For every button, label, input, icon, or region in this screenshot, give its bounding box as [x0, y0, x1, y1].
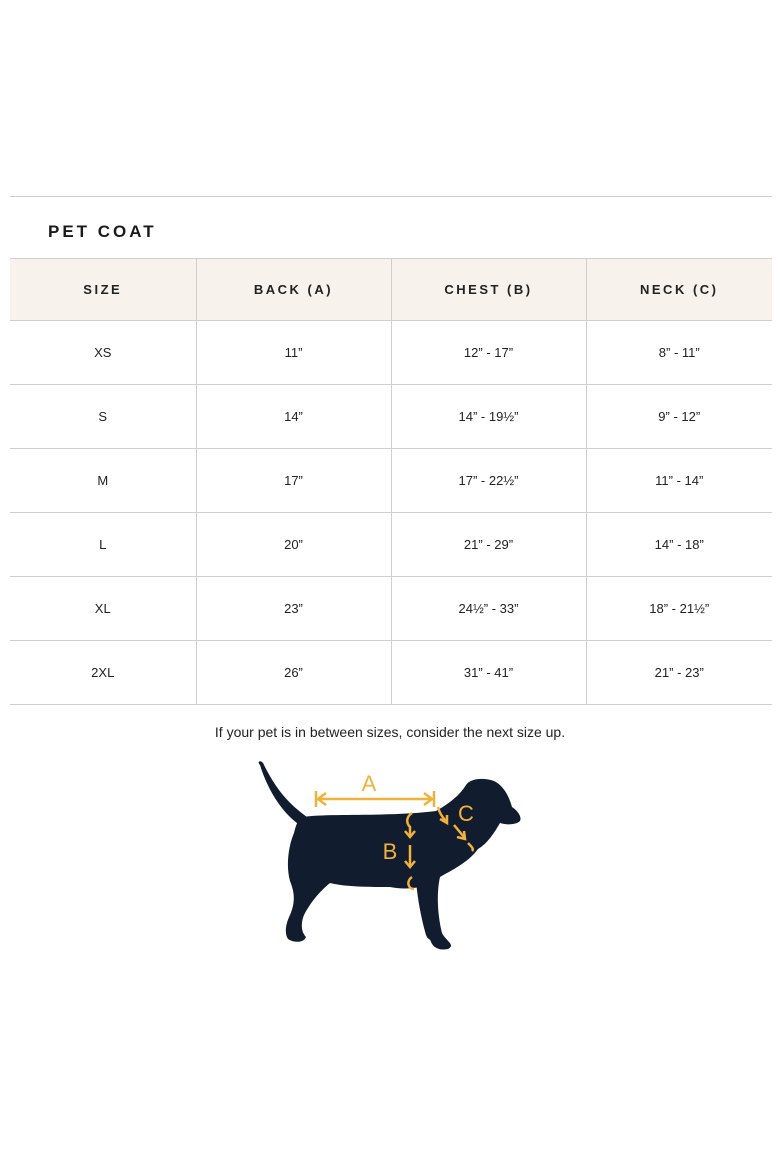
- cell-neck: 11” - 14”: [586, 449, 772, 513]
- cell-size: S: [10, 385, 196, 449]
- cell-chest: 14” - 19½”: [391, 385, 586, 449]
- dog-measurement-diagram: [250, 755, 530, 955]
- header-size: SIZE: [10, 259, 196, 321]
- cell-back: 23”: [196, 577, 391, 641]
- cell-size: XL: [10, 577, 196, 641]
- cell-back: 11”: [196, 321, 391, 385]
- cell-back: 14”: [196, 385, 391, 449]
- cell-back: 26”: [196, 641, 391, 705]
- cell-chest: 24½” - 33”: [391, 577, 586, 641]
- cell-neck: 9” - 12”: [586, 385, 772, 449]
- label-b: B: [382, 839, 398, 864]
- table-row: [10, 577, 772, 641]
- top-divider: [10, 196, 772, 197]
- table-row: [10, 641, 772, 705]
- cell-size: L: [10, 513, 196, 577]
- cell-neck: 21” - 23”: [586, 641, 772, 705]
- label-c: C: [458, 801, 474, 826]
- sizing-note: If your pet is in between sizes, consider the next size up.: [214, 724, 566, 740]
- table-row: [10, 449, 772, 513]
- cell-neck: 8” - 11”: [586, 321, 772, 385]
- header-neck: NECK (C): [586, 259, 772, 321]
- cell-neck: 18” - 21½”: [586, 577, 772, 641]
- cell-back: 20”: [196, 513, 391, 577]
- cell-size: M: [10, 449, 196, 513]
- header-back: BACK (A): [196, 259, 391, 321]
- size-chart-table: [10, 258, 772, 705]
- cell-back: 17”: [196, 449, 391, 513]
- cell-chest: 12” - 17”: [391, 321, 586, 385]
- label-a: A: [361, 771, 377, 796]
- cell-neck: 14” - 18”: [586, 513, 772, 577]
- cell-chest: 31” - 41”: [391, 641, 586, 705]
- table-row: [10, 385, 772, 449]
- page-title: PET COAT: [48, 222, 157, 241]
- cell-chest: 21” - 29”: [391, 513, 586, 577]
- table-row: [10, 513, 772, 577]
- cell-chest: 17” - 22½”: [391, 449, 586, 513]
- cell-size: XS: [10, 321, 196, 385]
- header-chest: CHEST (B): [391, 259, 586, 321]
- table-row: [10, 321, 772, 385]
- table-header-row: [10, 259, 772, 321]
- cell-size: 2XL: [10, 641, 196, 705]
